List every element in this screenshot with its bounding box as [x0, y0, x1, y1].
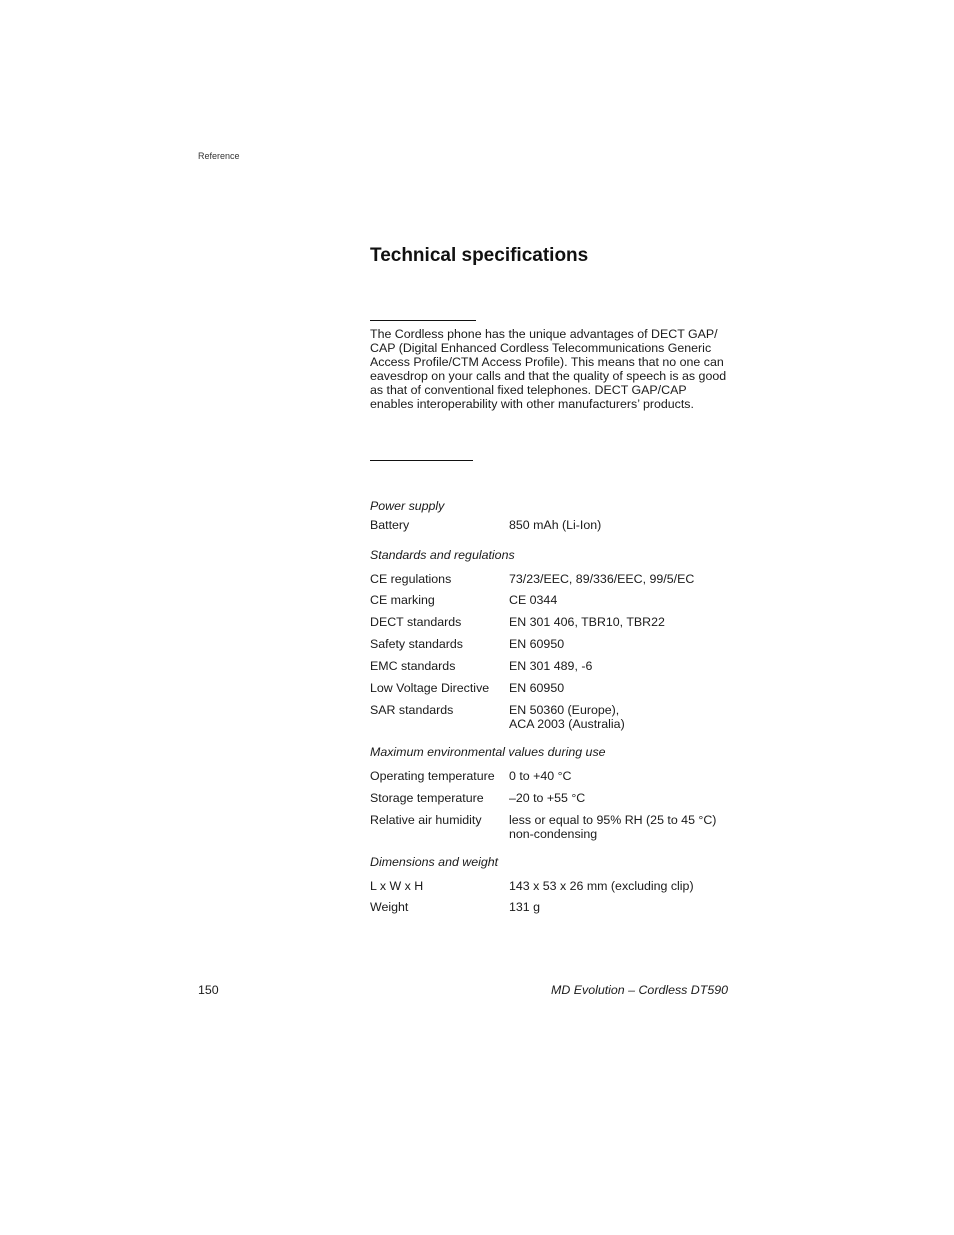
- spec-value: EN 301 489, -6: [509, 659, 593, 673]
- spec-label: CE regulations: [370, 572, 452, 586]
- spec-value: CE 0344: [509, 593, 558, 607]
- spec-value: 0 to +40 °C: [509, 769, 572, 783]
- spec-value: 131 g: [509, 900, 541, 914]
- running-header: Reference: [198, 151, 240, 161]
- spec-label: Operating temperature: [370, 769, 495, 783]
- spec-section-title: Standards and regulations: [370, 548, 515, 562]
- section-rule: [370, 460, 473, 461]
- spec-label: L x W x H: [370, 879, 424, 893]
- intro-paragraph: The Cordless phone has the unique advantages of DECT GAP/ CAP (Digital Enhanced Cordless Telecommunications Generic Access Profile/CTM Access Profile). This means that no one can eavesdrop on your calls and that the quality of speech is as good as that of conventional fixed telephones. DECT GAP/CAP enables interoperability with other manufacturers’ products.: [370, 327, 727, 411]
- spec-value: EN 60950: [509, 681, 565, 695]
- spec-label: Low Voltage Directive: [370, 681, 490, 695]
- spec-value: 850 mAh (Li-Ion): [509, 518, 602, 532]
- spec-label: DECT standards: [370, 615, 462, 629]
- spec-section-title: Maximum environmental values during use: [370, 745, 606, 759]
- page-number: 150: [198, 983, 219, 997]
- page-title: Technical specifications: [370, 245, 589, 266]
- spec-value: 143 x 53 x 26 mm (excluding clip): [509, 879, 694, 893]
- spec-label: SAR standards: [370, 703, 454, 717]
- spec-label: EMC standards: [370, 659, 456, 673]
- document-title: MD Evolution – Cordless DT590: [551, 983, 728, 997]
- spec-value-continued: ACA 2003 (Australia): [509, 717, 625, 731]
- spec-label: Storage temperature: [370, 791, 484, 805]
- spec-value: –20 to +55 °C: [509, 791, 586, 805]
- spec-value: 73/23/EEC, 89/336/EEC, 99/5/EC: [509, 572, 695, 586]
- spec-section-title: Power supply: [370, 499, 445, 513]
- spec-label: Battery: [370, 518, 410, 532]
- spec-value-continued: non-condensing: [509, 827, 598, 841]
- spec-label: Safety standards: [370, 637, 463, 651]
- spec-value: EN 60950: [509, 637, 565, 651]
- spec-label: Weight: [370, 900, 409, 914]
- spec-label: Relative air humidity: [370, 813, 482, 827]
- spec-value: less or equal to 95% RH (25 to 45 °C): [509, 813, 717, 827]
- spec-label: CE marking: [370, 593, 435, 607]
- section-rule: [370, 320, 476, 321]
- spec-section-title: Dimensions and weight: [370, 855, 499, 869]
- spec-value: EN 301 406, TBR10, TBR22: [509, 615, 665, 629]
- spec-value: EN 50360 (Europe),: [509, 703, 620, 717]
